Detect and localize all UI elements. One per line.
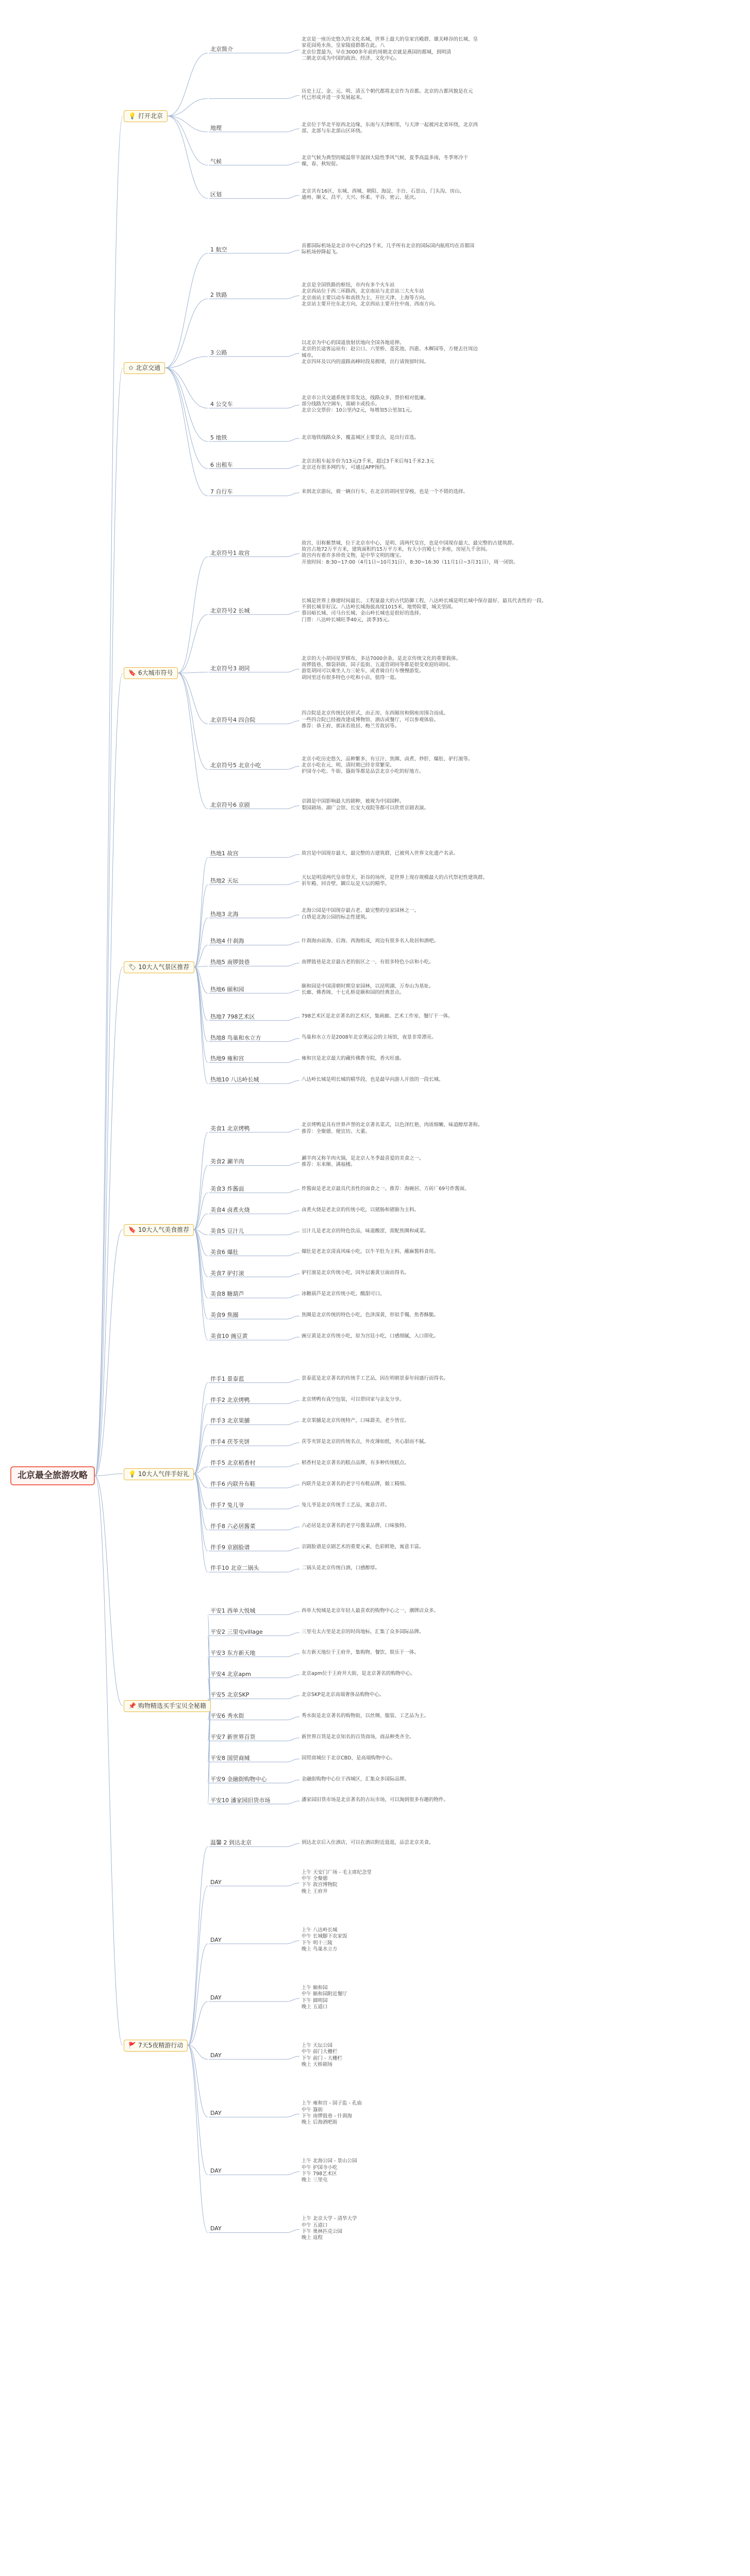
leaf-line: 北京烤鸭是具有世界声誉的北京著名菜式，以色泽红艳、肉质细嫩、味道醇厚著称。 [302,1122,483,1128]
bookmark-icon: 🔖 [128,1226,136,1233]
sub-topic[interactable]: DAY [210,1878,222,1886]
leaf-line: 中午 全聚德 [302,1876,328,1882]
leaf-line: 晚上 三里屯 [302,2177,328,2183]
sub-topic[interactable]: 北京符号3 胡同 [210,665,250,672]
leaf-line: 南锣鼓巷是北京最古老的街区之一，有很多特色小店和小吃。 [302,959,434,965]
sub-topic[interactable]: 美食2 涮羊肉 [210,1158,244,1165]
leaf-text-block [302,2216,740,2241]
sub-topic[interactable]: 北京符号1 故宫 [210,549,250,556]
sub-topic[interactable]: 美食3 炸酱面 [210,1185,244,1193]
leaf-line: 故宫占地72万平方米，建筑面积约15万平方米，有大小宫殿七十多座，房屋九千余间。 [302,546,491,552]
sub-topic[interactable]: 7 自行车 [210,488,233,496]
branch-topic[interactable] [124,1224,194,1236]
leaf-text-block [302,1376,740,1382]
branch-topic[interactable] [124,2040,188,2052]
sub-topic[interactable]: 平安6 秀水街 [210,1713,244,1720]
branch-label: 购物精选买手宝贝全秘籍 [138,1702,206,1709]
leaf-line: 北京西站位于西三环路西，北京南站与北京站三大火车站 [302,289,424,295]
sub-topic[interactable] [209,91,212,92]
leaf-text-block [302,37,740,62]
sub-topic[interactable]: 热地3 北海 [210,910,239,918]
leaf-line: 北京地铁线路众多，覆盖城区主要景点，是出行首选。 [302,434,420,440]
leaf-line: 上午 北京大学 - 清华大学 [302,2216,357,2222]
leaf-line: 部分线路为空调车，需刷卡或投币。 [302,401,380,407]
leaf-text-block [302,1629,740,1635]
leaf-line: 开放时间：8:30~17:00（4月1日~10月31日），8:30~16:30（11月1日~3月31日），周一闭馆。 [302,559,519,565]
leaf-text-block [302,1650,740,1656]
leaf-line: 八达岭长城是明长城的精华段，也是最早向游人开放的一段长城。 [302,1077,444,1083]
leaf-line: 上午 八达岭长城 [302,1927,338,1933]
leaf-text-block [302,1523,740,1529]
leaf-line: 晚上 后海酒吧街 [302,2120,338,2126]
leaf-line: 茯苓夹饼是北京的传统名点，外皮薄如纸，夹心甜而不腻。 [302,1439,429,1445]
leaf-line: 梨园剧场、湖广会馆、长安大戏院等都可以欣赏京剧表演。 [302,805,429,811]
leaf-line: 中午 护国寺小吃 [302,2164,338,2171]
leaf-text-block [302,756,740,775]
sub-topic[interactable]: 伴手5 北京稻香村 [210,1460,256,1467]
leaf-line: 北京apm位于王府井大街，是北京著名的购物中心。 [302,1671,415,1677]
bulb-icon: 💡 [128,1470,136,1478]
leaf-line: 上午 颐和园 [302,1985,328,1991]
leaf-line: 际机场停降起飞。 [302,249,341,256]
sub-topic[interactable]: DAY [210,1936,222,1943]
sub-topic[interactable]: 美食7 驴打滚 [210,1269,244,1277]
sub-topic[interactable]: 美食4 卤煮火烧 [210,1206,250,1213]
branch-topic[interactable] [124,110,168,122]
leaf-line: 二朝北京成为中国的政治、经济、文化中心。 [302,56,400,62]
sub-topic[interactable]: 平安2 三里屯village [210,1628,263,1635]
leaf-line: 卤煮火烧是老北京的传统小吃，以猪肠和猪肺为主料。 [302,1207,420,1213]
branch-label: 6大城市符号 [138,669,173,677]
sub-topic[interactable]: 热地2 天坛 [210,877,239,885]
pin-icon: 📌 [128,1702,136,1709]
leaf-text-block [302,1460,740,1466]
leaf-line: 北京是全国铁路的枢纽，市内有多个火车站 [302,282,395,288]
leaf-line: 什刹海由前海、后海、西海组成，周边有很多名人故居和酒吧。 [302,938,439,944]
leaf-line: 金融街购物中心位于西城区，汇集众多国际品牌。 [302,1776,410,1782]
sub-topic[interactable]: 2 铁路 [210,291,227,298]
leaf-text-block [302,1333,740,1340]
sub-topic[interactable]: 美食1 北京烤鸭 [210,1125,250,1132]
leaf-line: 通州、顺义、昌平、大兴、怀柔、平谷、密云、延庆。 [302,195,420,201]
leaf-text-block [302,1870,740,1895]
leaf-text-block [302,1035,740,1041]
sub-topic[interactable]: 热地10 八达岭长城 [210,1076,259,1083]
branch-label: 打开北京 [138,112,163,120]
leaf-line: 下午 明十三陵 [302,1940,333,1946]
leaf-text-block [302,1228,740,1234]
leaf-line: 下午 南锣鼓巷 - 什刹海 [302,2113,352,2119]
leaf-line: 北京站主要开往东北方向，北京西站主要开往中南、西南方向。 [302,301,439,307]
sub-topic[interactable]: 平安8 国贸商城 [210,1754,250,1761]
leaf-line: 到达北京后入住酒店，可以在酒店附近逛逛，品尝北京美食。 [302,1840,434,1846]
sub-topic[interactable]: DAY [210,2225,222,2232]
sub-topic[interactable]: DAY [210,2110,222,2117]
sub-topic[interactable]: 热地4 什刹海 [210,938,244,945]
branch-label: 10大人气伴手好礼 [138,1470,190,1478]
sub-topic[interactable]: 北京符号6 京剧 [210,801,250,808]
leaf-line: 京剧脸谱是京剧艺术的重要元素，色彩鲜艳，寓意丰富。 [302,1544,424,1550]
sub-topic[interactable]: 伴手8 六必居酱菜 [210,1522,256,1530]
leaf-text-block [302,1565,740,1571]
bookmark-icon: 🔖 [128,669,136,677]
sub-topic[interactable]: 伴手6 内联升布鞋 [210,1480,256,1487]
leaf-text-block [302,1544,740,1550]
leaf-line: 推荐：东来顺、满福楼。 [302,1162,356,1168]
leaf-line: 鸟巢和水立方是2008年北京奥运会的主场馆，夜景非常漂亮。 [302,1035,437,1041]
leaf-line: 代已形成并进一步发展起来。 [302,95,365,101]
sub-topic[interactable]: 平安3 东方新天地 [210,1649,256,1656]
leaf-text-block [302,2043,740,2068]
leaf-line: 上午 天安门广场 - 毛主席纪念堂 [302,1869,372,1875]
leaf-line: 中午 颐和园附近餐厅 [302,1991,347,1997]
leaf-line: 下午 798艺术区 [302,2171,337,2177]
leaf-line: 中午 长城脚下农家饭 [302,1934,347,1940]
branch-label: 10大人气美食推荐 [138,1226,190,1233]
leaf-line: 潘家园旧货市场是北京著名的古玩市场，可以淘到很多有趣的物件。 [302,1797,449,1803]
flag-icon: 🚩 [128,2041,136,2049]
sub-topic[interactable]: 美食10 豌豆黄 [210,1333,248,1340]
sub-topic[interactable]: 1 航空 [210,246,227,253]
leaf-line: 豆汁儿是老北京的特色饮品，味道酸涩，需配焦圈和咸菜。 [302,1228,429,1234]
sub-topic[interactable]: 美食8 糖葫芦 [210,1291,244,1298]
leaf-line: 上午 北海公园 - 景山公园 [302,2158,357,2164]
leaf-text-block [302,1797,740,1803]
leaf-text-block [302,459,740,471]
sub-topic[interactable]: 伴手10 北京二锅头 [210,1565,259,1572]
leaf-line: 晚上 王府井 [302,1888,328,1894]
leaf-line: 豌豆黄是北京传统小吃，原为宫廷小吃，口感细腻，入口即化。 [302,1333,439,1339]
leaf-line: 来到北京游玩，骑一辆自行车，在北京的胡同里穿梭，也是一个不错的选择。 [302,489,469,495]
leaf-text-block [302,851,740,857]
leaf-text-block [302,1439,740,1445]
leaf-line: 长廊、佛香阁、十七孔桥是颐和园的经典景点。 [302,989,405,995]
sub-topic[interactable]: DAY [210,2167,222,2175]
sub-topic[interactable]: 伴手1 景泰蓝 [210,1375,244,1382]
leaf-text-block [302,89,740,101]
leaf-text-block [302,395,740,414]
sub-topic[interactable]: 美食9 焦圈 [210,1312,239,1319]
leaf-line: 天坛是明清两代皇帝祭天、祈谷的场所，是世界上现存规模最大的古代祭祀性建筑群。 [302,874,488,880]
branch-label: 10大人气景区推荐 [138,963,190,971]
leaf-line: 北京公交票价：10公里内2元，每增加5公里加1元。 [302,408,415,414]
sub-topic[interactable]: 平安7 新世界百货 [210,1734,256,1741]
leaf-line: 上午 雍和宫 - 国子监 - 孔庙 [302,2100,362,2107]
leaf-text-block [302,1502,740,1509]
leaf-line: 北京四环及以内的道路高峰时段易拥堵，出行请预留时间。 [302,359,429,365]
sub-topic[interactable]: 伴手7 兔儿爷 [210,1501,244,1509]
leaf-line: 爆肚是老北京清真风味小吃，以牛羊肚为主料，蘸麻酱料食用。 [302,1249,439,1255]
leaf-text-block [302,1985,740,2010]
leaf-text-block [302,1418,740,1424]
leaf-line: 下午 奥林匹克公园 [302,2229,343,2235]
leaf-line: 京剧是中国影响最大的剧种，被视为中国国粹。 [302,799,405,805]
leaf-text-block [302,1270,740,1276]
leaf-line: 798艺术区是北京著名的艺术区，集画廊、艺术工作室、餐厅于一体。 [302,1013,453,1020]
leaf-text-block [302,2100,740,2126]
leaf-line: 慕田峪长城、司马台长城、金山岭长城也是很好的选择。 [302,611,424,617]
leaf-line: 历史上辽、金、元、明、清五个朝代都将北京作为首都。北京的古都风貌是在元 [302,88,473,94]
leaf-text-block [302,243,740,256]
sub-topic[interactable]: 平安10 潘家园旧货市场 [210,1797,271,1804]
sub-topic[interactable]: 北京符号2 长城 [210,607,250,614]
sub-topic[interactable]: 平安4 北京apm [210,1670,251,1677]
leaf-line: 内联升是北京著名的老字号布鞋品牌，做工精细。 [302,1481,410,1487]
leaf-line: 推荐：全聚德、便宜坊、大董。 [302,1128,371,1134]
sub-topic[interactable]: 3 公路 [210,349,227,357]
leaf-line: 秀水街是北京著名的购物街，以丝绸、服装、工艺品为主。 [302,1713,429,1719]
sub-topic[interactable]: DAY [210,1994,222,2001]
leaf-text-block [302,1013,740,1020]
bulb-icon: 💡 [128,112,136,120]
leaf-line: 南锣鼓巷、烟袋斜街、国子监街、五道营胡同等都是很受欢迎的胡同。 [302,662,454,668]
sub-topic[interactable]: 北京简介 [210,46,233,53]
sub-topic[interactable]: 热地5 南锣鼓巷 [210,959,250,966]
leaf-text-block [302,656,740,681]
leaf-line: 晚上 天桥剧场 [302,2062,333,2068]
leaf-text-block [302,799,740,811]
tag-icon: 🏷 [128,963,137,971]
sub-topic[interactable]: 气候 [210,158,222,165]
leaf-line: 北京小吃历史悠久，品种繁多，有豆汁、焦圈、卤煮、炒肝、爆肚、驴打滚等。 [302,756,473,762]
sub-topic[interactable]: 伴手2 北京烤鸭 [210,1396,250,1403]
leaf-line: 门票：八达岭长城旺季40元，淡季35元。 [302,617,393,623]
sub-topic[interactable]: 美食6 爆肚 [210,1248,239,1256]
leaf-line: 新世界百货是北京知名的百货商场，商品种类齐全。 [302,1734,414,1740]
leaf-line: 北京烤鸭有真空包装，可以带回家与亲友分享。 [302,1397,405,1403]
leaf-line: 故宫内有着许多珍贵文物，是中华文明的瑰宝。 [302,553,405,559]
leaf-line: 下午 故宫博物院 [302,1882,338,1888]
star-icon: ✩ [128,364,134,372]
leaf-line: 炸酱面是老北京最具代表性的面食之一。推荐：海碗居、方砖厂69号炸酱面。 [302,1185,470,1192]
sub-topic[interactable]: 美食5 豆汁儿 [210,1227,244,1234]
sub-topic[interactable]: 伴手9 京剧脸谱 [210,1544,250,1551]
leaf-line: 胡同里还有很多特色小吃和小店，值得一逛。 [302,674,400,681]
leaf-line: 兔儿爷是北京传统手工艺品，寓意吉祥。 [302,1502,390,1508]
leaf-text-block [302,908,740,921]
root-topic[interactable]: 北京最全旅游攻略 [10,1466,95,1485]
branch-topic[interactable] [124,1468,194,1480]
leaf-line: 北京小吃在元、明、清时期已经非常繁荣。 [302,762,395,768]
leaf-text-block [302,489,740,495]
leaf-text-block [302,1312,740,1318]
sub-topic[interactable]: 热地1 故宫 [210,850,239,857]
leaf-line: 三里屯太古里是北京的时尚地标，汇集了众多国际品牌。 [302,1629,424,1635]
leaf-line: 长城是世界上修建时间最长、工程量最大的古代防御工程，八达岭长城是明长城中保存最好、最具代表性的一段。 [302,598,547,604]
leaf-line: 北海公园是中国现存最古老、最完整的皇家园林之一。 [302,908,420,914]
leaf-text-block [302,1056,740,1062]
sub-topic[interactable]: 平安5 北京SKP [210,1691,249,1699]
leaf-line: 护国寺小吃、牛街、簋街等都是品尝北京小吃的好地方。 [302,769,424,775]
leaf-text-block [302,1927,740,1953]
sub-topic[interactable]: 区划 [210,191,222,198]
leaf-text-block [302,282,740,308]
leaf-text-block [302,598,740,623]
leaf-text-block [302,1397,740,1403]
leaf-line: 北京位置最为，早在3000多年前的周朝北京就是燕国的都城，到明清 [302,49,452,55]
leaf-line: 中午 簋街 [302,2107,323,2113]
leaf-text-block [302,1776,740,1783]
leaf-line: 祈年殿、回音壁、圜丘坛是天坛的精华。 [302,880,390,887]
leaf-line: 北京共有16区，东城、西城、朝阳、海淀、丰台、石景山、门头沟、房山、 [302,188,465,194]
branch-label: 北京交通 [136,364,161,372]
leaf-text-block [302,959,740,965]
leaf-line: 以北京为中心的国道放射状地向全国各地延伸。 [302,340,405,346]
branch-topic[interactable] [124,1700,211,1712]
sub-topic[interactable]: 伴手3 北京果脯 [210,1417,250,1425]
leaf-text-block [302,938,740,944]
sub-topic[interactable]: 温馨 2 到达北京 [210,1839,252,1846]
leaf-text-block [302,1734,740,1740]
leaf-line: 东方新天地位于王府井，集购物、餐饮、娱乐于一体。 [302,1650,420,1656]
leaf-line: 四合院是北京传统民居形式，由正房、东西厢房和倒座房围合而成。 [302,710,449,717]
branch-topic[interactable] [124,667,178,679]
leaf-line: 白塔是北海公园的标志性建筑。 [302,914,371,920]
leaf-line: 雍和宫是北京最大的藏传佛教寺院，香火旺盛。 [302,1056,405,1062]
sub-topic[interactable]: 6 出租车 [210,461,233,468]
leaf-line: 晚上 返程 [302,2235,323,2241]
leaf-line: 家花园苑水魚、皇家陵寝群都在此。八 [302,43,385,49]
leaf-line: 一些四合院已经被改建成博物馆、酒店或餐厅，可以参观体验。 [302,717,439,723]
leaf-line: 上午 天坛公园 [302,2043,333,2049]
sub-topic[interactable]: 平安9 金融街购物中心 [210,1775,267,1783]
sub-topic[interactable]: 地理 [210,125,222,131]
leaf-line: 国贸商城位于北京CBD，是高端购物中心。 [302,1755,395,1761]
leaf-text-block [302,1713,740,1719]
leaf-text-block [302,1840,740,1846]
leaf-text-block [302,1077,740,1083]
leaf-line: 中午 五道口 [302,2222,328,2228]
sub-topic[interactable]: DAY [210,2052,222,2059]
leaf-text-block [302,1207,740,1213]
leaf-line: 北京果脯是北京传统特产，口味甜美，老少皆宜。 [302,1418,410,1424]
leaf-line: 故宫是中国现存最大、最完整的古建筑群，已被列入世界文化遗产名录。 [302,851,459,857]
leaf-line: 北京南站主要以动车和高铁为主，开往天津、上海等方向。 [302,295,429,301]
leaf-line: 北京市公共交通系统非常发达，线路众多，票价相对低廉。 [302,395,429,401]
leaf-line: 游览胡同可以乘坐人力三轮车，或者骑自行车慢慢游览。 [302,668,424,674]
leaf-line: 故宫，旧称紫禁城，位于北京市中心，是明、清两代皇宫，也是中国现存最大、最完整的古建筑群。 [302,540,518,546]
sub-topic[interactable]: 热地8 鸟巢和水立方 [210,1034,261,1041]
branch-topic[interactable] [124,961,194,973]
leaf-line: 二锅头是北京传统白酒，口感醇厚。 [302,1565,380,1571]
leaf-line: 城市。 [302,352,316,359]
leaf-text-block [302,1671,740,1677]
sub-topic[interactable]: 北京符号5 北京小吃 [210,762,261,769]
leaf-line: 冰糖葫芦是北京传统小吃，酸甜可口。 [302,1291,385,1297]
leaf-text-block [302,1249,740,1255]
leaf-text-block [302,984,740,996]
leaf-line: 燥，春、秋短促。 [302,161,341,167]
sub-topic[interactable]: 热地9 雍和宫 [210,1055,244,1062]
sub-topic[interactable]: 热地7 798艺术区 [210,1013,255,1020]
leaf-text-block [302,340,740,365]
leaf-line: 稻香村是北京著名的糕点品牌，有多种传统糕点。 [302,1460,410,1466]
leaf-line: 首都国际机场是北京市中心约25千米，几乎所有北京的国际国内航班均在首都国 [302,243,475,249]
leaf-line: 晚上 鸟巢水立方 [302,1946,338,1952]
leaf-text-block [302,122,740,135]
leaf-line: 不到长城非好汉。八达岭长城海拔高度1015米，地势险要，城关坚固。 [302,604,456,611]
leaf-text-block [302,189,740,201]
leaf-text-block [302,1291,740,1297]
leaf-line: 部、北部与东北部山区环绕。 [302,128,365,134]
leaf-line: 六必居是北京著名的老字号酱菜品牌，口味独特。 [302,1523,410,1529]
leaf-text-block [302,1481,740,1487]
leaf-line: 西单大悦城是北京年轻人最喜欢的购物中心之一，潮牌店众多。 [302,1607,439,1614]
leaf-line: 北京还有很多网约车，可通过APP预约。 [302,465,389,471]
branch-label: 7天5夜精游行动 [138,2041,184,2049]
leaf-line: 北京SKP是北京高端奢侈品购物中心。 [302,1692,385,1698]
leaf-line: 推荐：恭王府、郭沫若故居、梅兰芳故居等。 [302,723,400,729]
sub-topic[interactable]: 北京符号4 四合院 [210,717,256,724]
leaf-text-block [302,1755,740,1761]
leaf-line: 晚上 五道口 [302,2004,328,2010]
leaf-line: 北京位于华北平原西北边缘，东南与天津相邻，与天津一起被河北省环绕，北京西 [302,122,478,128]
leaf-text-block [302,155,740,168]
sub-topic[interactable]: 5 地铁 [210,434,227,441]
leaf-text-block [302,1692,740,1698]
leaf-text-block [302,540,740,566]
leaf-line: 涮羊肉又称羊肉火锅，是北京人冬季最喜爱的美食之一。 [302,1155,424,1161]
leaf-text-block [302,875,740,888]
leaf-text-block [302,1122,740,1135]
sub-topic[interactable]: 平安1 西单大悦城 [210,1607,256,1615]
sub-topic[interactable]: 4 公交车 [210,401,233,408]
leaf-line: 中午 前门大栅栏 [302,2049,338,2055]
leaf-line: 北京出租车起步价为13元/3千米，超过3千米后每1千米2.3元 [302,459,435,465]
branch-topic[interactable] [124,362,165,374]
sub-topic[interactable]: 伴手4 茯苓夹饼 [210,1438,250,1446]
leaf-line: 北京的大小胡同星罗棋布，多达7000余条，是北京传统文化的重要载体。 [302,655,461,662]
leaf-text-block [302,435,740,441]
leaf-line: 驴打滚是北京传统小吃，因外层裹黄豆面而得名。 [302,1270,410,1276]
leaf-line: 北京的长途客运站有：赵公口、六里桥、莲花池、四惠、木樨园等，方便去往周边 [302,346,478,352]
leaf-line: 颐和园是中国清朝时期皇家园林，以昆明湖、万寿山为基址。 [302,983,434,989]
leaf-line: 焦圈是北京传统的特色小吃，色泽深黄，形似手镯，焦香酥脆。 [302,1312,439,1318]
leaf-text-block [302,2158,740,2183]
leaf-line: 北京是一座历史悠久的文化名城，世界上最大的皇家宫殿群、雄关峰谷的长城、皇 [302,37,478,43]
leaf-text-block [302,1186,740,1192]
leaf-text-block [302,1608,740,1614]
leaf-line: 景泰蓝是北京著名的传统手工艺品，因在明朝景泰年间盛行而得名。 [302,1376,449,1382]
leaf-text-block [302,1156,740,1168]
leaf-text-block [302,710,740,730]
sub-topic[interactable]: 热地6 颐和园 [210,986,244,993]
leaf-line: 下午 前门 - 大栅栏 [302,2055,342,2061]
leaf-line: 北京气候为典型的暖温带半湿润大陆性季风气候，夏季高温多雨，冬季寒冷干 [302,155,469,161]
leaf-line: 下午 圆明园 [302,1997,328,2004]
